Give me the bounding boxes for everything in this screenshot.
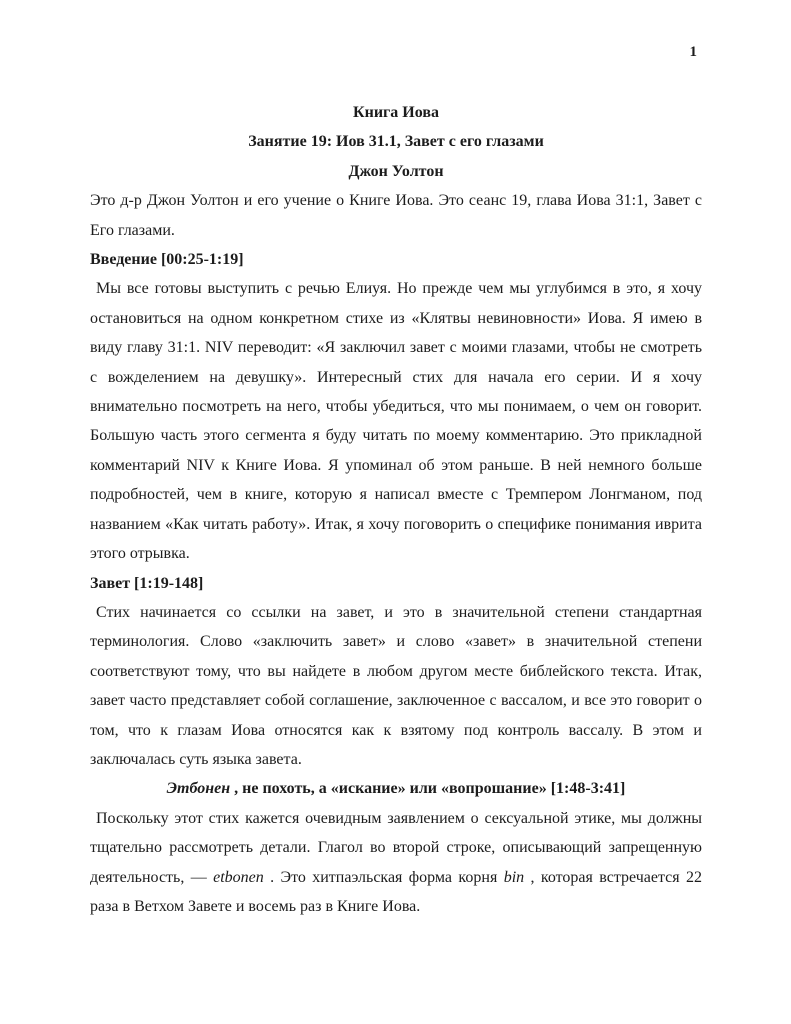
document-author: Джон Уолтон: [348, 162, 444, 180]
section-body-covenant: Стих начинается со ссылки на завет, и это в значительной степени стандартная терминология. Слово «заключить завет» и слово «завет» в значительной степени соответствуют тому, что вы найдете в любом другом месте библейского текста. Итак, завет часто представляет собой соглашение, заключенное с вассалом, и все это говорит о том, что к глазам Иова относятся как к взятому под контроль вассалу. В этом и заключалась суть языка завета.: [90, 603, 702, 768]
document-title: Книга Иова: [353, 104, 439, 121]
etbonen-heading-rest: , не похоть, а «искание» или «вопрошание» [1:48-3:41]: [230, 780, 626, 798]
etbonen-heading-term: Этбонен: [166, 780, 231, 798]
etbonen-body-part3: , которая встречается 22 раза в Ветхом Завете и восемь раз в Книге Иова.: [90, 868, 703, 915]
document-content: [90, 98, 702, 921]
bin-term: bin: [503, 868, 525, 886]
section-heading-introduction: Введение [00:25-1:19]: [90, 251, 244, 269]
section-heading-etbonen: [90, 774, 702, 803]
document-subtitle: Занятие 19: Иов 31.1, Завет с его глазами: [248, 133, 544, 151]
section-heading-covenant: Завет [1:19-148]: [90, 574, 204, 592]
page-number: 1: [689, 44, 697, 60]
intro-paragraph: Это д-р Джон Уолтон и его учение о Книге Иова. Это сеанс 19, глава Иова 31:1, Завет с Его глазами.: [90, 192, 702, 239]
etbonen-body-part2: . Это хитпаэльская форма корня: [263, 868, 504, 886]
etbonen-term: etbonen: [213, 868, 264, 886]
section-body-etbonen: [90, 804, 702, 922]
section-body-introduction: Мы все готовы выступить с речью Елиуя. Но прежде чем мы углубимся в это, я хочу остановиться на одном конкретном стихе из «Клятвы невиновности» Иова. Я имею в виду главу 31:1. NIV переводит: «Я заключил завет с моими глазами, чтобы не смотреть с вожделением на девушку». Интересный стих для начала его серии. И я хочу внимательно посмотреть на него, чтобы убедиться, что мы понимаем, о чем он говорит. Большую часть этого сегмента я буду читать по моему комментарию. Это прикладной комментарий NIV к Книге Иова. Я упоминал об этом раньше. В ней немного больше подробностей, чем в книге, которую я написал вместе с Тремпером Лонгманом, под названием «Как читать работу». Итак, я хочу поговорить о специфике понимания иврита этого отрывка.: [90, 280, 702, 563]
etbonen-body-part1: Поскольку этот стих кажется очевидным заявлением о сексуальной этике, мы должны тщательно рассмотреть детали. Глагол во второй строке, описывающий запрещенную деятельность, —: [90, 809, 702, 886]
